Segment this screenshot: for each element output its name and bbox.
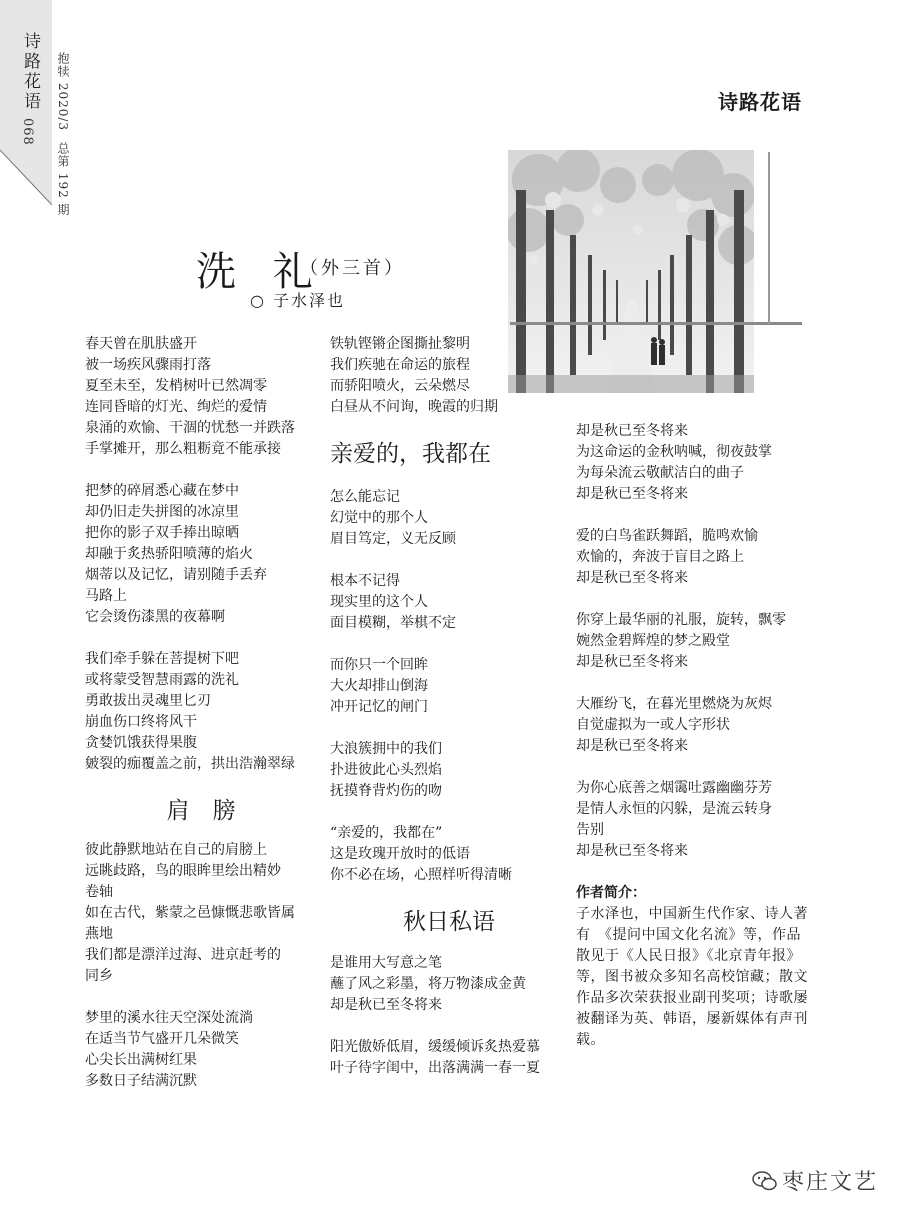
poem-line: 爱的白鸟雀跃舞蹈，脆鸣欢愉 bbox=[576, 528, 758, 544]
poem-line: 它会烫伤漆黑的夜幕啊 bbox=[85, 609, 225, 625]
poem-title-shoulder: 肩 膀 bbox=[166, 798, 236, 824]
stanza bbox=[85, 481, 317, 628]
poem-line: 根本不记得 bbox=[330, 573, 400, 589]
stanza bbox=[85, 334, 317, 460]
poem-line: 皴裂的痂覆盖之前，拱出浩瀚翠绿 bbox=[85, 756, 295, 772]
poem-line: 或将蒙受智慧雨露的洗礼 bbox=[85, 672, 239, 688]
stanza bbox=[576, 694, 812, 757]
stanza bbox=[330, 655, 568, 718]
side-tab-fold bbox=[0, 150, 52, 210]
poem-line: 抚摸脊背灼伤的吻 bbox=[330, 783, 442, 799]
column-3 bbox=[576, 421, 812, 1051]
poem-line: 现实里的这个人 bbox=[330, 594, 428, 610]
poem-line: “亲爱的，我都在” bbox=[330, 825, 443, 841]
poem-line: 白昼从不问询，晚霞的归期 bbox=[330, 399, 498, 415]
stanza bbox=[576, 526, 812, 589]
poem-line: 心尖长出满树红果 bbox=[85, 1052, 197, 1068]
column-1 bbox=[85, 334, 317, 1113]
poem-line: 而你只一个回眸 bbox=[330, 657, 428, 673]
poem-line: 燕地 bbox=[85, 926, 113, 942]
poem-line: 同乡 bbox=[85, 968, 113, 984]
issue-total: 总第 192 期 bbox=[56, 142, 70, 217]
poem-line: 叶子待字闺中，出落满满一春一夏 bbox=[330, 1060, 540, 1076]
stanza bbox=[330, 823, 568, 886]
stanza bbox=[330, 487, 568, 550]
poem-line: 彼此静默地站在自己的肩膀上 bbox=[85, 842, 267, 858]
poem-line: 却是秋已至冬将来 bbox=[576, 486, 688, 502]
poem-line: 铁轨铿锵企图撕扯黎明 bbox=[330, 336, 470, 352]
poem-line: 春天曾在肌肤盛开 bbox=[85, 336, 197, 352]
poem-line: 眉目笃定，义无反顾 bbox=[330, 531, 456, 547]
poem-line: 却是秋已至冬将来 bbox=[330, 997, 442, 1013]
poem-line: 怎么能忘记 bbox=[330, 489, 400, 505]
poem-line: 手掌摊开，那么粗粝竟不能承接 bbox=[85, 441, 281, 457]
stanza bbox=[330, 739, 568, 802]
poem-line: 如在古代，紫蒙之邑慷慨悲歌皆属 bbox=[85, 905, 295, 921]
side-column-name: 诗路花语 bbox=[20, 32, 40, 112]
poem-line: 这是玫瑰开放时的低语 bbox=[330, 846, 470, 862]
poem-line: 自觉虚拟为一或人字形状 bbox=[576, 717, 730, 733]
stanza bbox=[85, 840, 317, 987]
poem-line: 大雁纷飞，在暮光里燃烧为灰烬 bbox=[576, 696, 772, 712]
poem-line: 却是秋已至冬将来 bbox=[576, 570, 688, 586]
poem-line: 夏至未至，发梢树叶已然凋零 bbox=[85, 378, 267, 394]
poem-line: 把你的影子双手捧出晾晒 bbox=[85, 525, 239, 541]
poem-washing-continued bbox=[330, 334, 568, 418]
article-subtitle: （外三首） bbox=[300, 258, 405, 279]
poem-line: 你不必在场，心照样听得清晰 bbox=[330, 867, 512, 883]
poem-line: 勇敢拔出灵魂里匕刃 bbox=[85, 693, 211, 709]
poem-line: 我们疾驰在命运的旅程 bbox=[330, 357, 470, 373]
stanza bbox=[330, 571, 568, 634]
poem-line: 婉然金碧辉煌的梦之殿堂 bbox=[576, 633, 730, 649]
poem-darling bbox=[330, 487, 568, 886]
poem-line: 为你心底善之烟霭吐露幽幽芬芳 bbox=[576, 780, 772, 796]
poem-line: 连同昏暗的灯光、绚烂的爱情 bbox=[85, 399, 267, 415]
stanza bbox=[85, 1008, 317, 1092]
poem-autumn-continued bbox=[576, 421, 812, 862]
poem-line: 却是秋已至冬将来 bbox=[576, 423, 688, 439]
horizontal-rule bbox=[510, 322, 802, 325]
poem-line: 泉涌的欢愉、干涸的忧愁一并跌落 bbox=[85, 420, 295, 436]
poem-line: 崩血伤口终将风干 bbox=[85, 714, 197, 730]
poem-line: 告别 bbox=[576, 822, 604, 838]
poem-line: 我们牵手躲在菩提树下吧 bbox=[85, 651, 239, 667]
column-header: 诗路花语 bbox=[718, 90, 802, 114]
poem-line: 却是秋已至冬将来 bbox=[576, 843, 688, 859]
poem-line: 梦里的溪水往天空深处流淌 bbox=[85, 1010, 253, 1026]
poem-line: 却融于炙热骄阳喷薄的焰火 bbox=[85, 546, 253, 562]
stanza bbox=[576, 778, 812, 862]
stanza bbox=[330, 334, 568, 418]
poem-line: 却是秋已至冬将来 bbox=[576, 738, 688, 754]
stanza bbox=[576, 421, 812, 505]
poem-line: 多数日子结满沉默 bbox=[85, 1073, 197, 1089]
poem-title-autumn: 秋日私语 bbox=[403, 909, 495, 935]
poem-washing bbox=[85, 334, 317, 775]
poem-line: 却是秋已至冬将来 bbox=[576, 654, 688, 670]
poem-shoulder bbox=[85, 840, 317, 1092]
poem-line: 扑进彼此心头烈焰 bbox=[330, 762, 442, 778]
issue-info: 抱犊 2020/3 bbox=[56, 52, 70, 132]
poem-line: 冲开记忆的闸门 bbox=[330, 699, 428, 715]
poem-line: 阳光傲娇低眉，缓缓倾诉炙热爱慕 bbox=[330, 1039, 540, 1055]
poem-line: 蘸了风之彩墨，将万物漆成金黄 bbox=[330, 976, 526, 992]
page-number: 068 bbox=[20, 118, 35, 146]
poem-line: 把梦的碎屑悉心藏在梦中 bbox=[85, 483, 239, 499]
poem-line: 却仍旧走失拼图的冰凉里 bbox=[85, 504, 239, 520]
poem-line: 马路上 bbox=[85, 588, 127, 604]
poem-line: 面目模糊，举棋不定 bbox=[330, 615, 456, 631]
poem-line: 远眺歧路，鸟的眼眸里绘出精妙 bbox=[85, 863, 281, 879]
stanza bbox=[576, 610, 812, 673]
poem-line: 烟蒂以及记忆，请别随手丢弃 bbox=[85, 567, 267, 583]
poem-line: 是谁用大写意之笔 bbox=[330, 955, 442, 971]
stanza bbox=[85, 649, 317, 775]
poem-line: 你穿上最华丽的礼服，旋转，飘零 bbox=[576, 612, 786, 628]
poem-autumn bbox=[330, 953, 568, 1079]
poem-line: 大火却排山倒海 bbox=[330, 678, 428, 694]
poem-line: 欢愉的，奔波于盲目之路上 bbox=[576, 549, 744, 565]
poem-line: 为每朵流云敬献洁白的曲子 bbox=[576, 465, 744, 481]
poem-line: 为这命运的金秋呐喊，彻夜鼓掌 bbox=[576, 444, 772, 460]
author-bio-text: 子水泽也，中国新生代作家、诗人著有 《提问中国文化名流》等，作品散见于《人民日报》《北京青年报》等，图书被众多知名高校馆藏；散文作品多次荣获报业副刊奖项；诗歌屡被翻译为英、韩语，屡新媒体有声刊载。 bbox=[576, 906, 808, 1048]
wechat-icon bbox=[752, 1168, 778, 1194]
poem-line: 幻觉中的那个人 bbox=[330, 510, 428, 526]
poem-line: 是情人永恒的闪躲，是流云转身 bbox=[576, 801, 772, 817]
poem-line: 贪婪饥饿获得果腹 bbox=[85, 735, 197, 751]
poem-title-darling: 亲爱的，我都在 bbox=[330, 441, 491, 467]
poem-line: 大浪簇拥中的我们 bbox=[330, 741, 442, 757]
author-bio-title: 作者简介： bbox=[576, 885, 646, 901]
article-title: 洗 礼 bbox=[196, 249, 325, 295]
poem-line: 我们都是漂洋过海、进京赶考的 bbox=[85, 947, 281, 963]
poem-line: 在适当节气盛开几朵微笑 bbox=[85, 1031, 239, 1047]
poem-line: 卷轴 bbox=[85, 884, 113, 900]
poem-line: 而骄阳喷火，云朵燃尽 bbox=[330, 378, 470, 394]
author-byline: ○ 子水泽也 bbox=[250, 291, 346, 310]
stanza bbox=[330, 1037, 568, 1079]
stanza bbox=[330, 953, 568, 1016]
vertical-rule bbox=[768, 152, 770, 324]
column-2 bbox=[330, 334, 568, 1100]
poem-line: 被一场疾风骤雨打落 bbox=[85, 357, 211, 373]
watermark-text: 枣庄文艺 bbox=[782, 1170, 879, 1195]
